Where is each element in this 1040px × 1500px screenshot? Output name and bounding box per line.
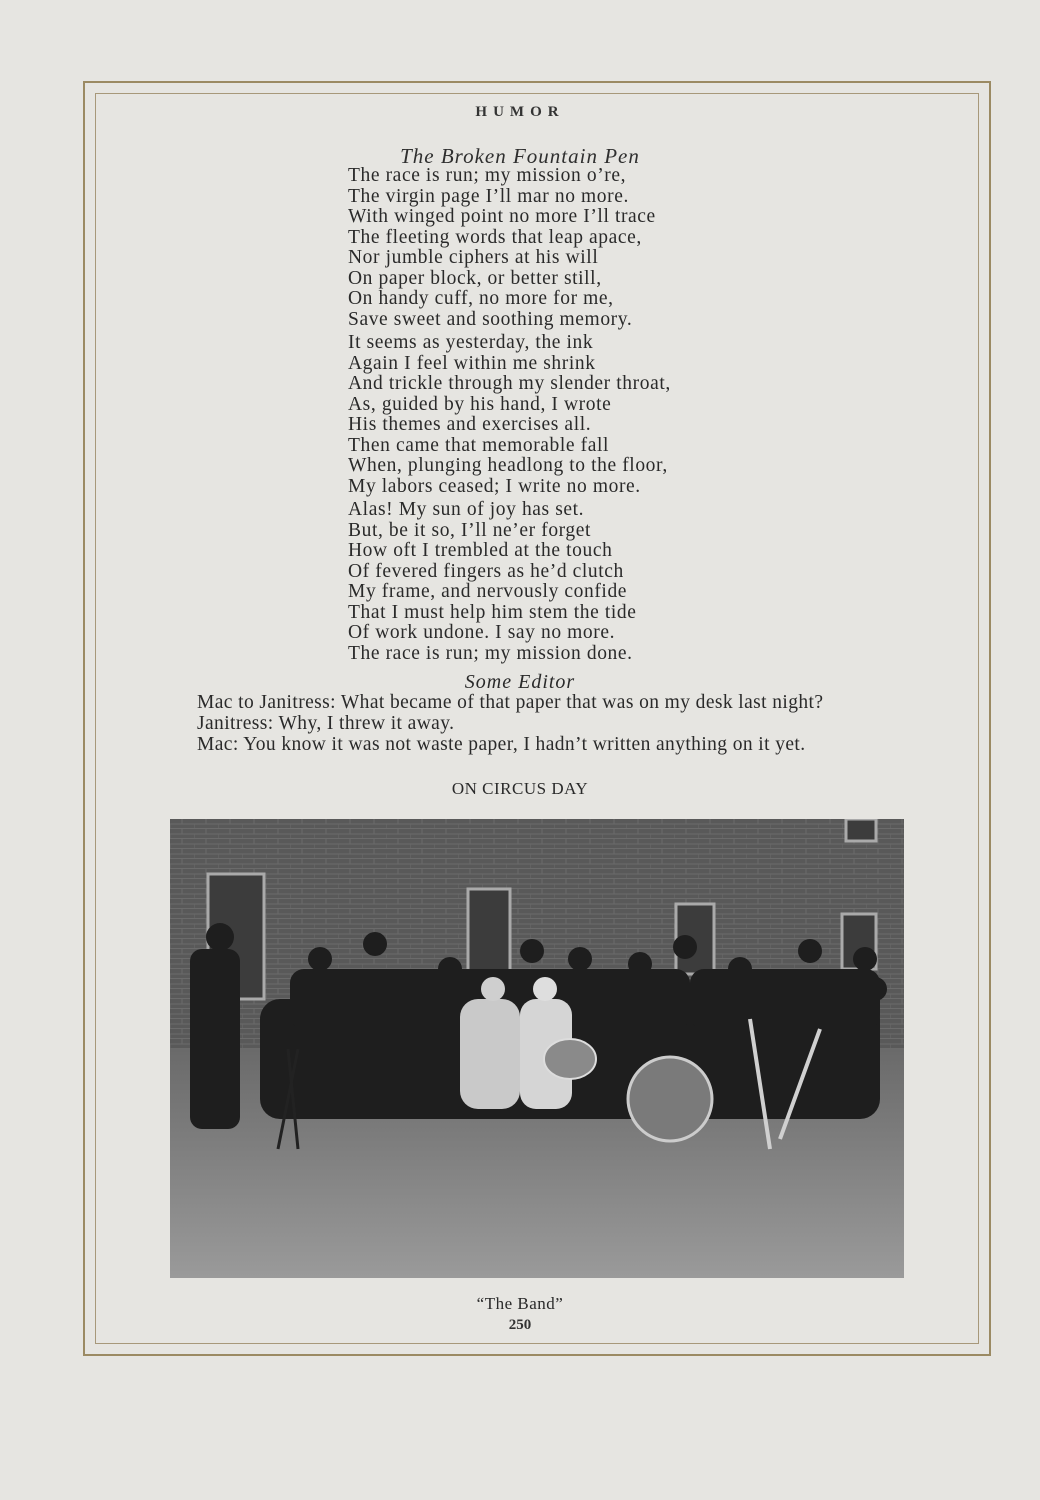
poem-line: When, plunging headlong to the floor, xyxy=(348,455,668,476)
poem-line: Again I feel within me shrink xyxy=(348,352,596,374)
poem-line: Alas! My sun of joy has set. xyxy=(348,499,585,520)
poem-line: On handy cuff, no more for me, xyxy=(348,288,614,309)
poem-line: It seems as yesterday, the ink xyxy=(348,332,594,353)
page-header: HUMOR xyxy=(475,104,565,120)
poem-body xyxy=(348,166,848,667)
poem-line: Of work undone. I say no more. xyxy=(348,622,616,643)
poem-line: And trickle through my slender throat, xyxy=(348,373,671,394)
poem-line: Then came that memorable fall xyxy=(348,434,610,456)
poem-line: On paper block, or better still, xyxy=(348,267,602,289)
poem-stanza-1 xyxy=(348,166,848,330)
poem-line: The fleeting words that leap apace, xyxy=(348,226,642,248)
dialogue-line: Mac: You know it was not waste paper, I hadn’t written anything on it yet. xyxy=(197,734,806,755)
poem-line: With winged point no more I’ll trace xyxy=(348,206,656,227)
photo-caption: “The Band” xyxy=(476,1294,564,1313)
poem-line: The race is run; my mission o’re, xyxy=(348,165,627,186)
poem-line: As, guided by his hand, I wrote xyxy=(348,393,612,415)
poem-line: The race is run; my mission done. xyxy=(348,642,633,664)
poem-signature: Some Editor xyxy=(464,671,576,693)
dialogue-line: Mac to Janitress: What became of that paper that was on my desk last night? xyxy=(197,692,824,713)
poem-line: My frame, and nervously confide xyxy=(348,581,628,602)
dialogue-line: Janitress: Why, I threw it away. xyxy=(197,713,455,734)
poem-line: That I must help him stem the tide xyxy=(348,601,637,623)
band-photograph xyxy=(170,819,904,1278)
poem-line: Nor jumble ciphers at his will xyxy=(348,247,599,268)
poem-line: But, be it so, I’ll ne’er forget xyxy=(348,519,592,541)
poem-line: His themes and exercises all. xyxy=(348,414,592,435)
section-title: ON CIRCUS DAY xyxy=(451,779,589,798)
poem-line: The virgin page I’ll mar no more. xyxy=(348,185,629,207)
band-photo-illustration xyxy=(170,819,904,1278)
poem-line: How oft I trembled at the touch xyxy=(348,540,613,561)
dialogue-block xyxy=(165,692,906,755)
poem-stanza-2 xyxy=(348,333,848,497)
poem-title: The Broken Fountain Pen xyxy=(400,144,640,168)
poem-line: My labors ceased; I write no more. xyxy=(348,475,641,497)
poem-stanza-3 xyxy=(348,500,848,664)
page-number: 250 xyxy=(508,1317,532,1333)
poem-line: Save sweet and soothing memory. xyxy=(348,308,633,330)
poem-line: Of fevered fingers as he’d clutch xyxy=(348,560,624,582)
